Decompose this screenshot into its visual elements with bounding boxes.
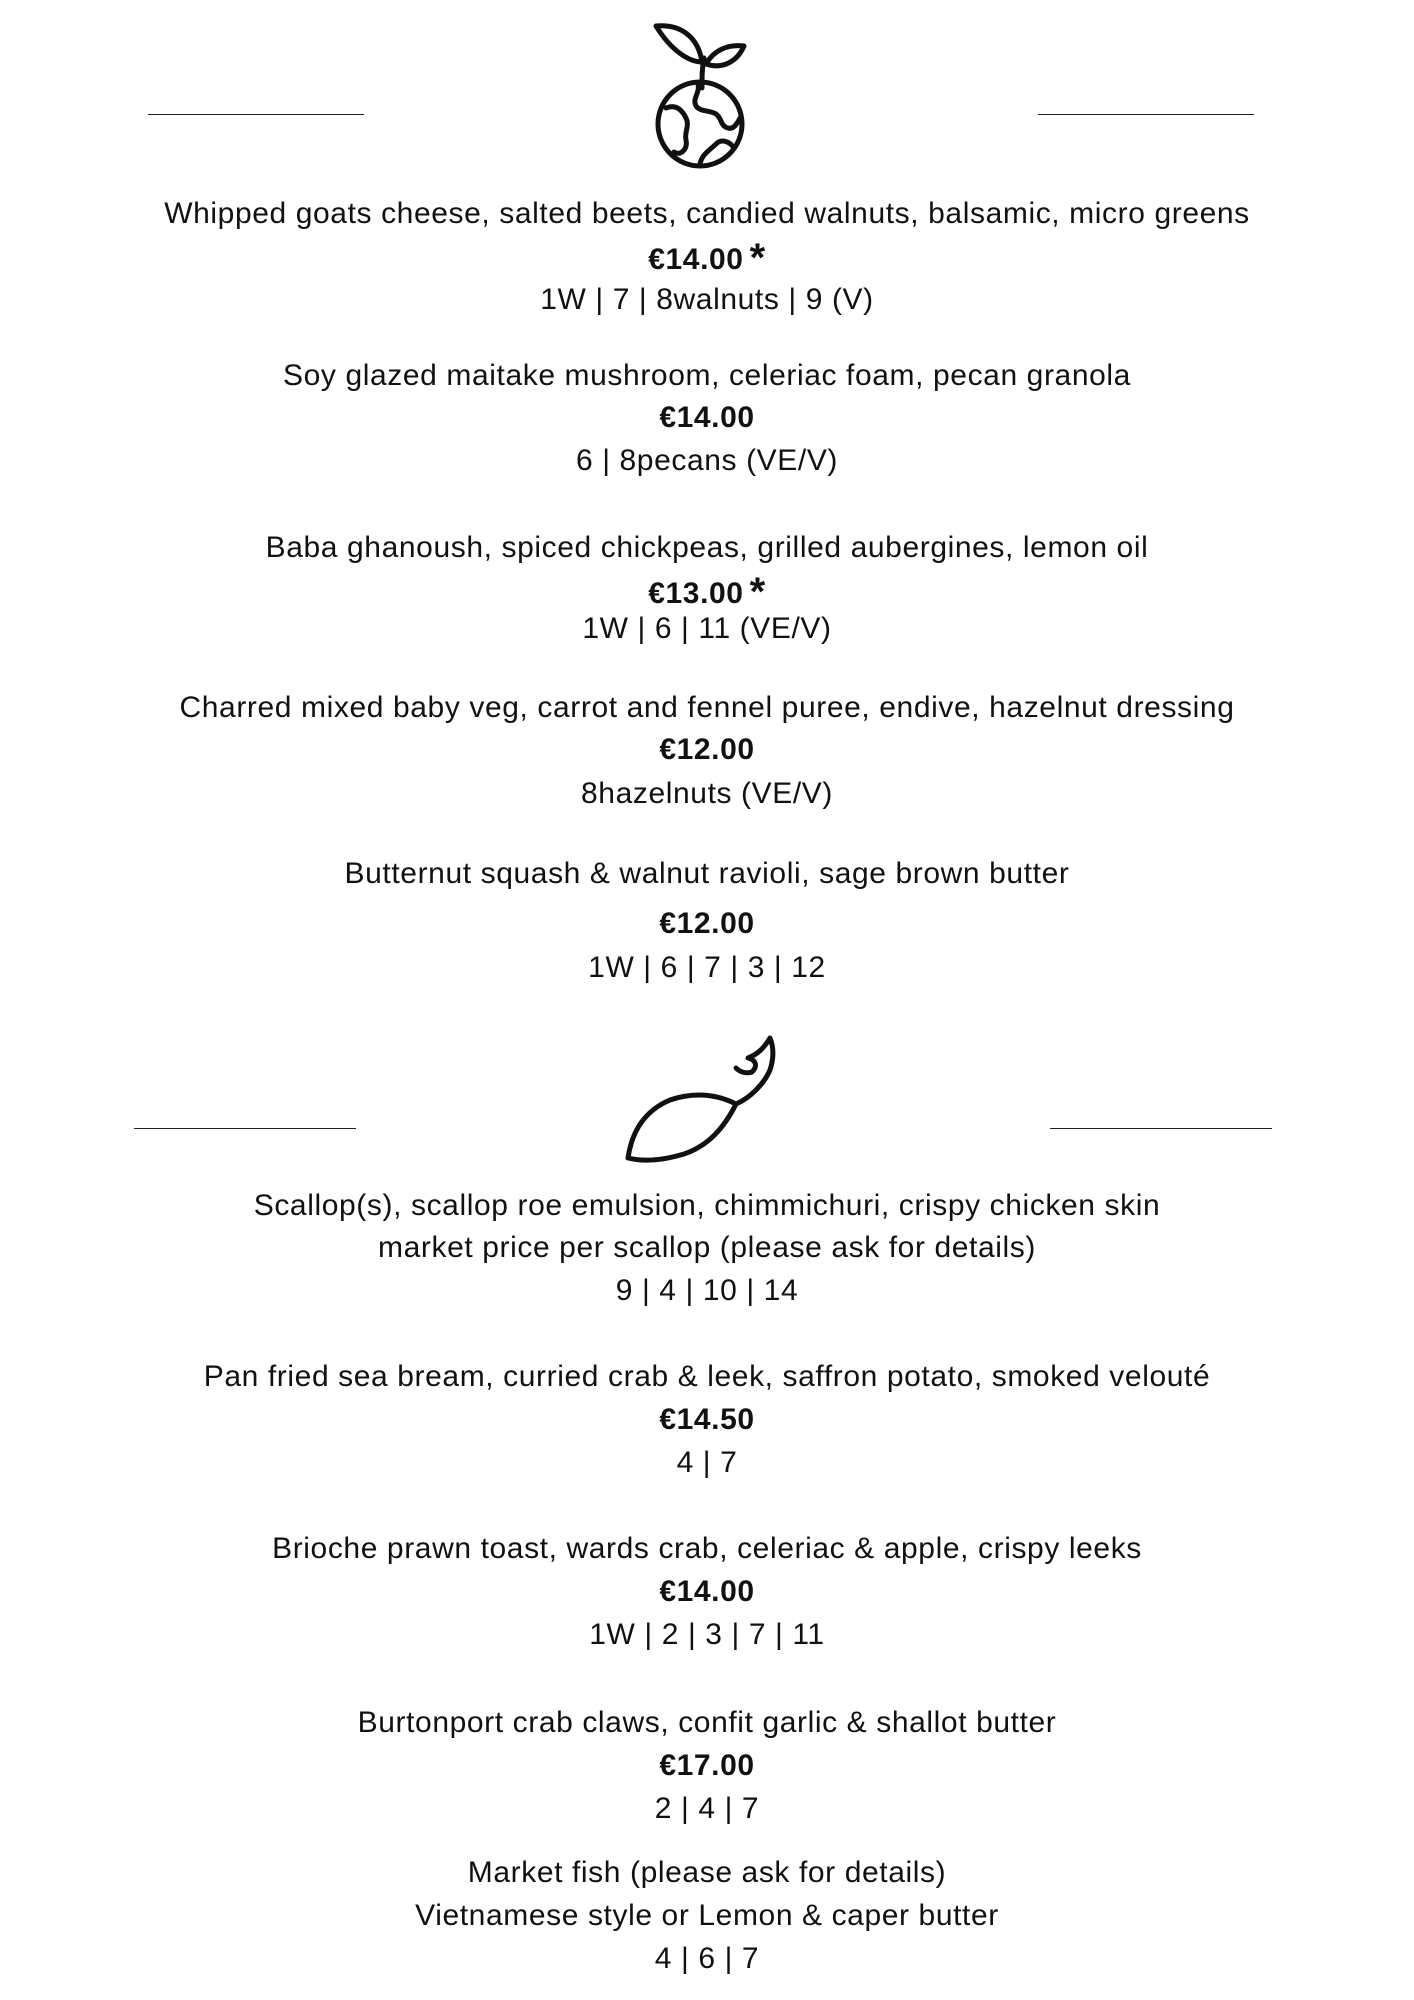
dish-price: €14.00 (659, 401, 755, 434)
dish-name: Whipped goats cheese, salted beets, candied walnuts, balsamic, micro greens (164, 197, 1250, 230)
dish-price: €14.50 (659, 1403, 755, 1436)
dish-name: Baba ghanoush, spiced chickpeas, grilled aubergines, lemon oil (265, 531, 1149, 564)
dish-name: Butternut squash & walnut ravioli, sage brown butter (344, 857, 1070, 890)
dish-name: Scallop(s), scallop roe emulsion, chimmichuri, crispy chicken skin (253, 1189, 1161, 1222)
dish-description: Vietnamese style or Lemon & caper butter (415, 1899, 999, 1932)
dish-allergens: 4 | 7 (676, 1446, 738, 1479)
special-marker: * (749, 570, 766, 614)
dish-name: Pan fried sea bream, curried crab & leek, saffron potato, smoked velouté (203, 1360, 1211, 1393)
dish-allergens: 9 | 4 | 10 | 14 (615, 1274, 799, 1307)
dish-allergens: 1W | 6 | 11 (VE/V) (582, 612, 832, 645)
sprouting-globe-icon (640, 18, 760, 170)
dish-price-note: market price per scallop (please ask for details) (378, 1231, 1036, 1264)
section-divider-right (1050, 1128, 1272, 1129)
dish-allergens: 4 | 6 | 7 (654, 1942, 760, 1975)
dish-allergens: 1W | 6 | 7 | 3 | 12 (588, 951, 826, 984)
dish-price (0, 238, 1414, 278)
section-divider-left (134, 1128, 356, 1129)
dish-price: €12.00 (659, 733, 755, 766)
section-divider-right (1038, 114, 1254, 115)
dish-name: Brioche prawn toast, wards crab, celeriac & apple, crispy leeks (272, 1532, 1142, 1565)
price-value: €13.00 (648, 577, 744, 610)
price-value: €14.00 (648, 243, 744, 276)
dish-price: €12.00 (659, 907, 755, 940)
fish-icon (624, 1034, 794, 1166)
section-divider-left (148, 114, 364, 115)
dish-name: Market fish (please ask for details) (467, 1856, 947, 1889)
dish-name: Burtonport crab claws, confit garlic & shallot butter (357, 1706, 1057, 1739)
dish-price (0, 572, 1414, 612)
special-marker: * (749, 236, 766, 280)
dish-name: Charred mixed baby veg, carrot and fennel puree, endive, hazelnut dressing (179, 691, 1235, 724)
dish-allergens: 1W | 2 | 3 | 7 | 11 (589, 1618, 825, 1651)
dish-price: €17.00 (659, 1749, 755, 1782)
dish-name: Soy glazed maitake mushroom, celeriac foam, pecan granola (283, 359, 1131, 392)
dish-allergens: 2 | 4 | 7 (654, 1792, 760, 1825)
dish-price: €14.00 (659, 1575, 755, 1608)
dish-allergens: 8hazelnuts (VE/V) (581, 777, 833, 810)
dish-allergens: 1W | 7 | 8walnuts | 9 (V) (540, 283, 874, 316)
dish-allergens: 6 | 8pecans (VE/V) (575, 444, 839, 477)
